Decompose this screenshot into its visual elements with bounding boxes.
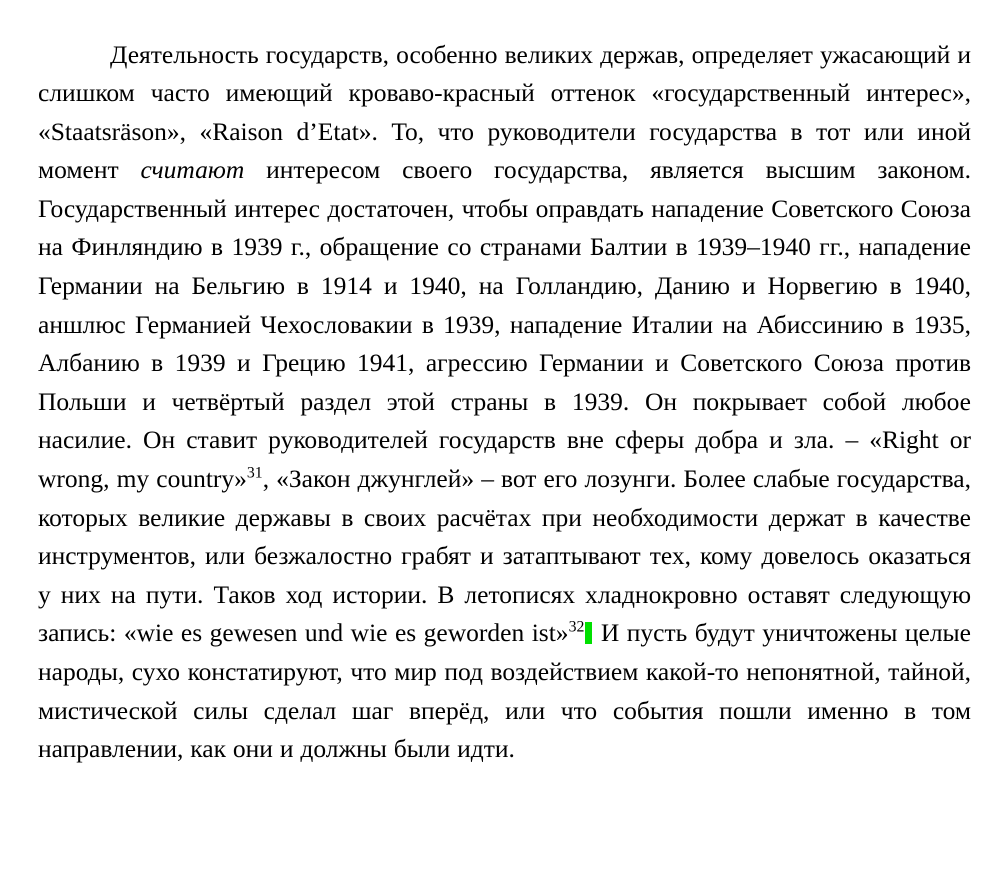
paragraph-text-after-footnote-32: И пусть будут уничтожены целые народы, сухо констатируют, что мир под воздействием какой-то непонятной, тайной, мистической силы сделал шаг вперёд, или что события пошли именно в том направлении, как они и должны были идти.: [38, 618, 972, 764]
footnote-reference-31[interactable]: 31: [246, 464, 263, 482]
text-selection-highlight: [585, 622, 592, 644]
emphasized-word: считают: [140, 155, 245, 185]
body-paragraph: [38, 36, 971, 769]
paragraph-text-after-emphasis: интересом своего государства, является высшим законом. Государственный интерес достаточен, чтобы оправдать нападение Советского Союза на Финляндию в 1939 г., обращение со странами Балтии в 1939–1940 гг., нападение Германии на Бельгию в 1914 и 1940, на Голландию, Данию и Норвегию в 1940, аншлюс Германией Чехословакии в 1939, нападение Италии на Абиссинию в 1935, Албанию в 1939 и Грецию 1941, агрессию Германии и Советского Союза против Польши и четвёртый раздел этой страны в 1939. Он покрывает собой любое насилие. Он ставит руководителей государств вне сферы добра и зла. – «Right or wrong, my country»: [38, 155, 971, 494]
paragraph-text-after-footnote-31: , «Закон джунглей» – вот его лозунги. Более слабые государства, которых великие державы в своих расчётах при необходимости держат в качестве инструментов, или безжалостно грабят и затаптывают тех, кому довелось оказаться у них на пути. Таков ход истории. В летописях хладнокровно оставят следующую запись: «wie es gewesen und wie es geworden ist»: [38, 464, 972, 648]
paragraph-lead-text: Деятельность государств, особенно великих держав, определяет ужасающий и слишком часто имеющий кроваво-красный оттенок «государственный интерес», «Staatsräson», «Raison d’Etat». То, что руководители государства в тот или иной момент: [38, 39, 971, 185]
footnote-reference-32[interactable]: 32: [568, 618, 585, 636]
